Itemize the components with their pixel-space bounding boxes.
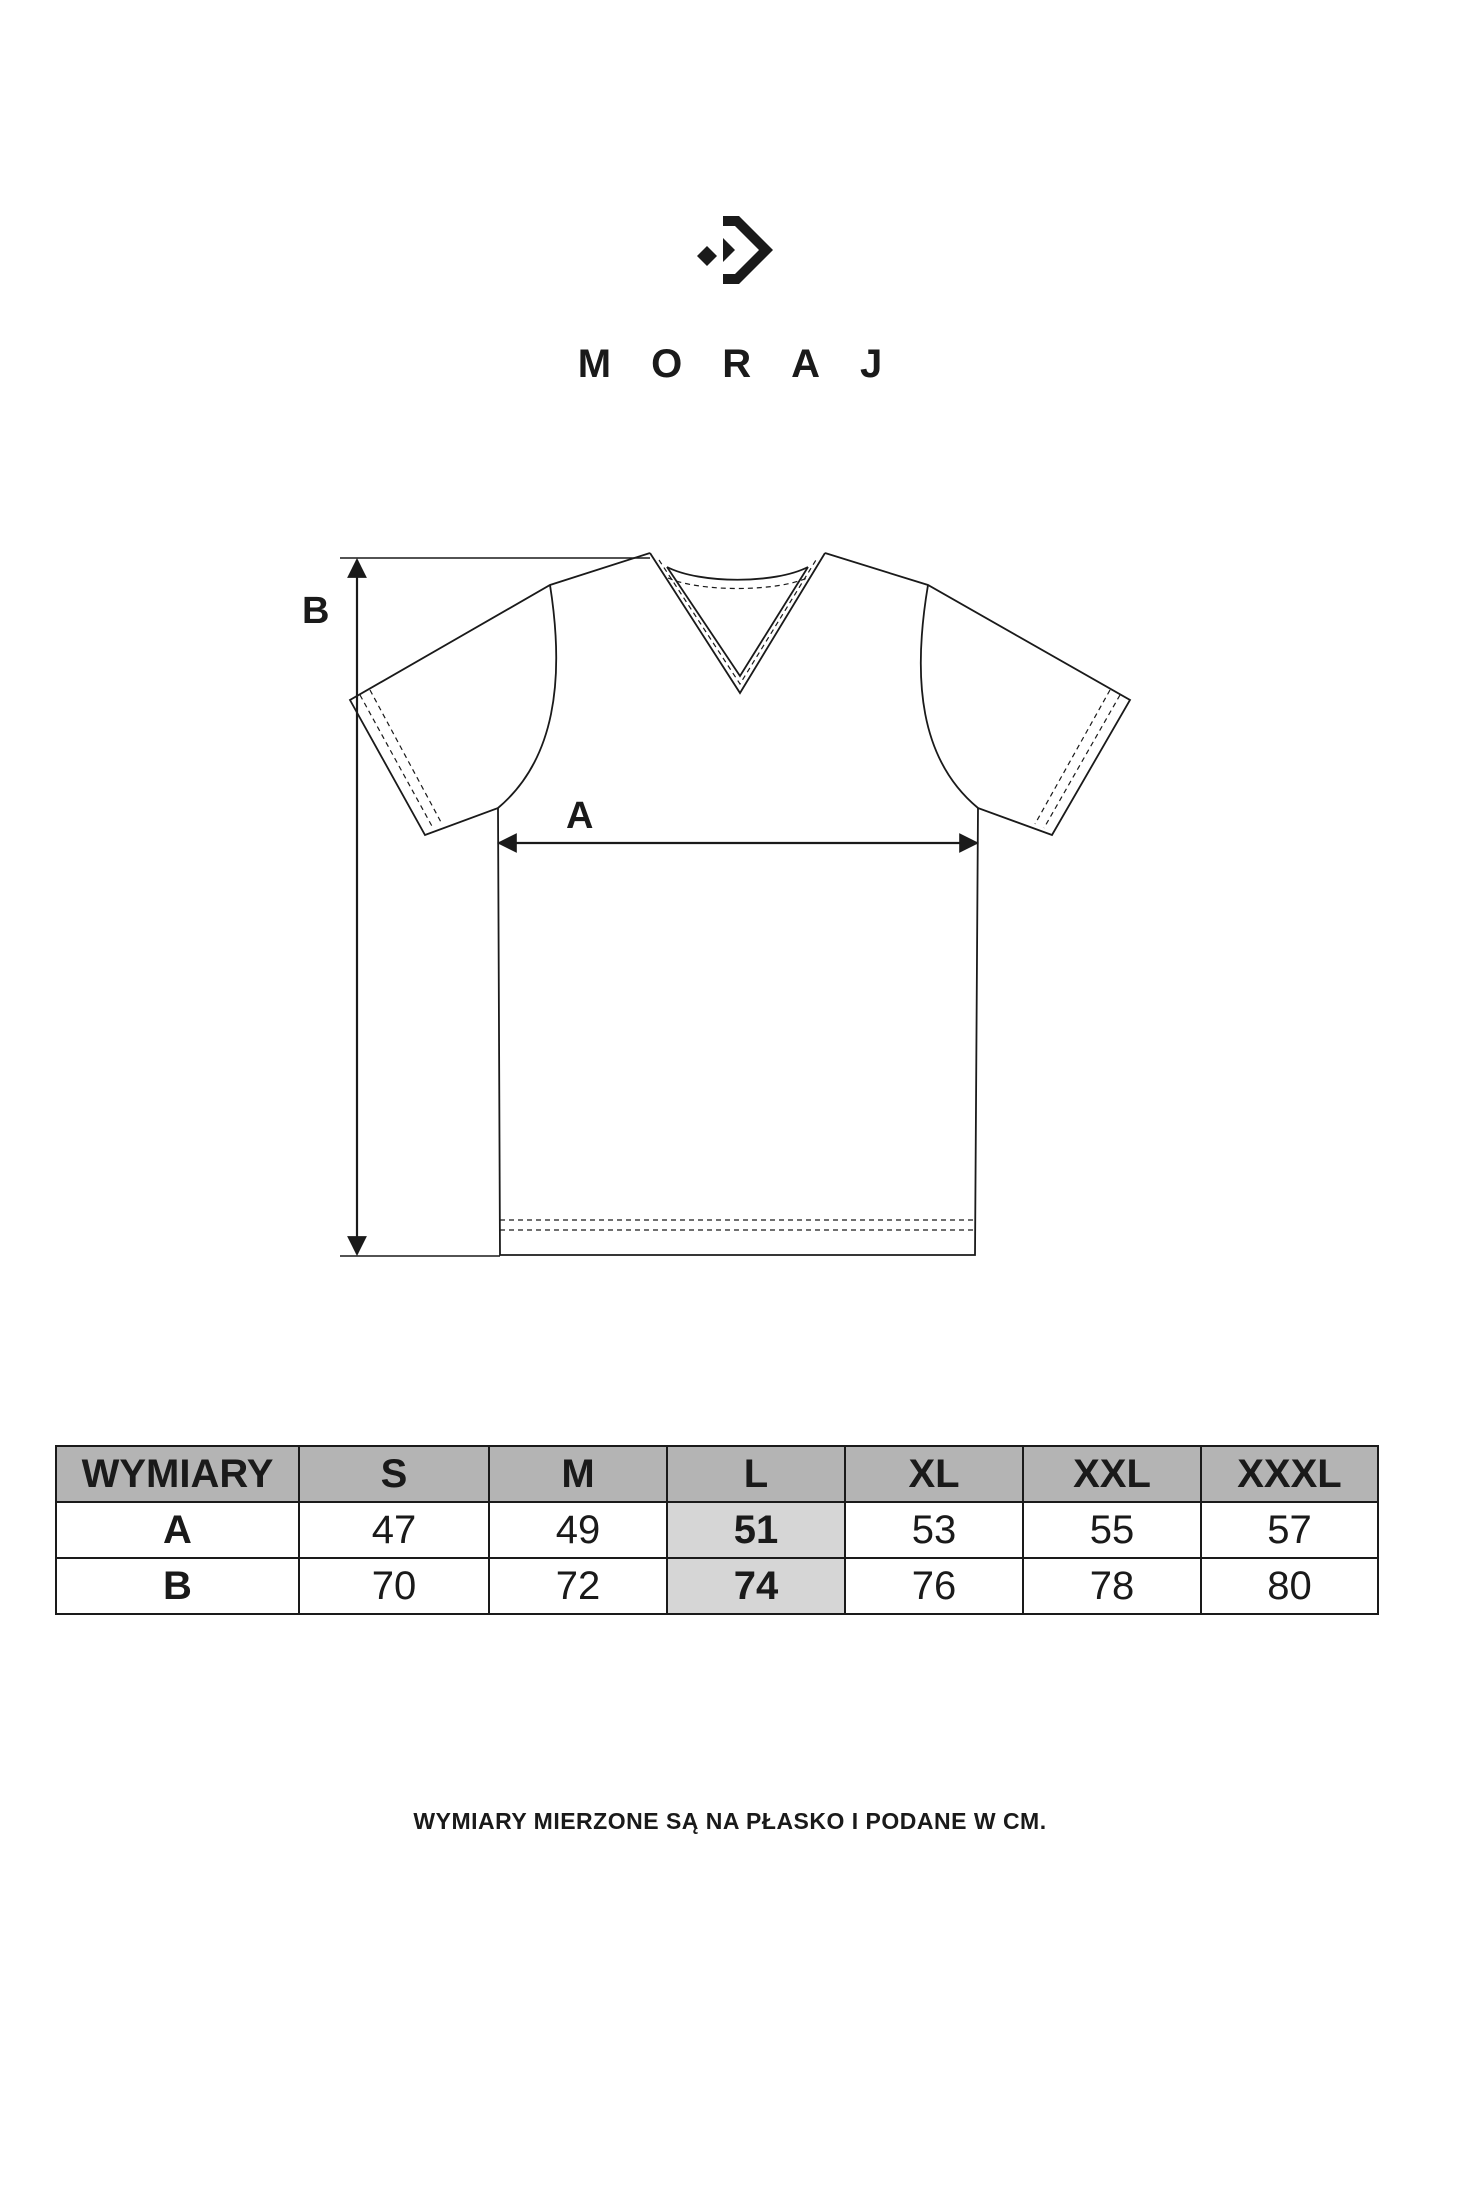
brand-name: MORAJ [577,342,923,386]
table-header-cell: S [299,1446,489,1502]
table-cell: 80 [1201,1558,1378,1614]
table-header-cell: L [667,1446,845,1502]
size-table [55,1445,1379,1615]
table-cell: 55 [1023,1502,1201,1558]
measurement-note: WYMIARY MIERZONE SĄ NA PŁASKO I PODANE W CM. [413,1808,1047,1834]
table-header-row [56,1446,1378,1502]
table-row [56,1502,1378,1558]
dimension-label-a: A [566,795,594,837]
table-cell: 47 [299,1502,489,1558]
table-header-cell: XXXL [1201,1446,1378,1502]
table-cell: 53 [845,1502,1023,1558]
table-header-cell: XL [845,1446,1023,1502]
table-cell-highlight: 51 [667,1502,845,1558]
row-label: B [56,1558,299,1614]
table-cell: 57 [1201,1502,1378,1558]
dimension-label-b: B [302,590,330,632]
table-header-cell: XXL [1023,1446,1201,1502]
table-row [56,1558,1378,1614]
table-cell: 49 [489,1502,667,1558]
table-header-cell: WYMIARY [56,1446,299,1502]
table-cell: 76 [845,1558,1023,1614]
table-cell: 72 [489,1558,667,1614]
table-cell: 78 [1023,1558,1201,1614]
table-header-cell: M [489,1446,667,1502]
table-cell: 70 [299,1558,489,1614]
table-cell-highlight: 74 [667,1558,845,1614]
row-label: A [56,1502,299,1558]
